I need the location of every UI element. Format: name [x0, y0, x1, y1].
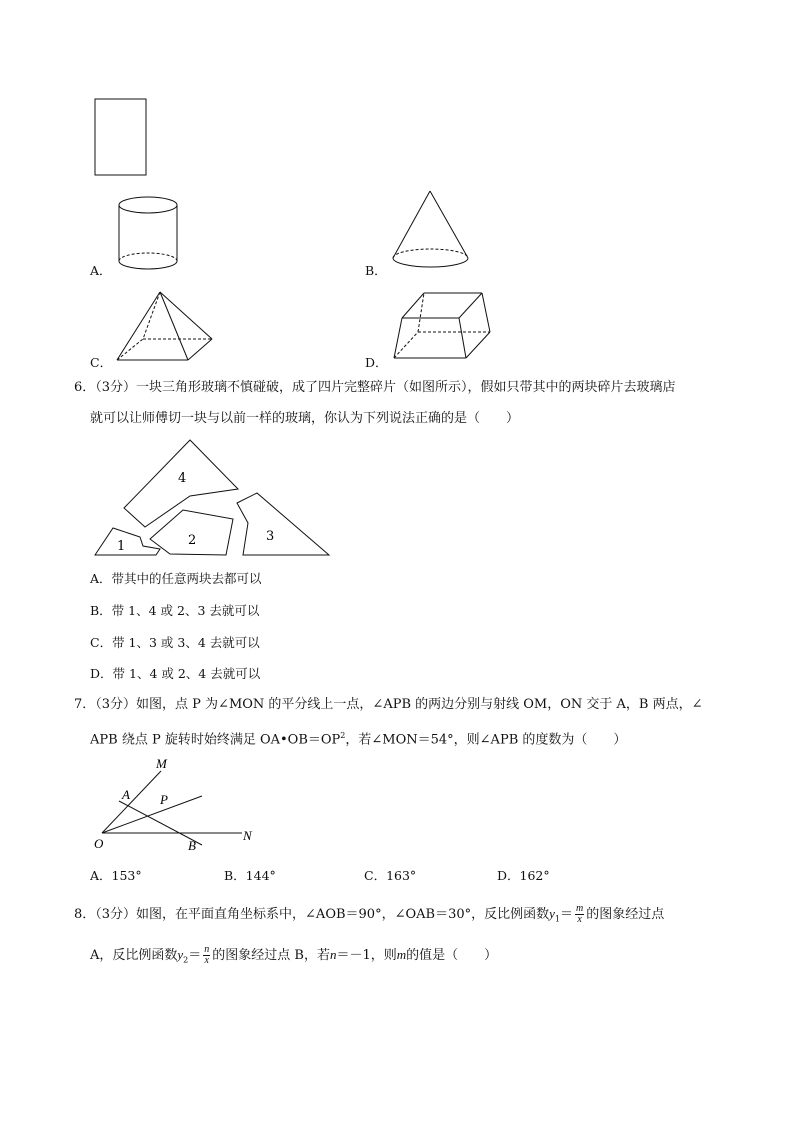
- glass-piece-3: [237, 493, 329, 555]
- glass-pieces-figure: [95, 440, 329, 555]
- q5-option-c: C．: [90, 355, 113, 370]
- q8-frac2-num: n: [204, 944, 210, 955]
- piece-label-4: 4: [178, 471, 187, 486]
- q8-frac1-num: m: [576, 903, 584, 914]
- q8-line2-d: 的值是（ ）: [406, 948, 498, 963]
- q8-y2: y: [177, 947, 184, 962]
- q8-stem-line1: [74, 904, 664, 929]
- q8-frac2-den: x: [204, 955, 209, 966]
- q8-m-var: m: [396, 947, 407, 962]
- q7-square-sup: 2: [340, 731, 346, 740]
- frustum-figure: [394, 293, 490, 358]
- cone-figure: [393, 191, 468, 267]
- q8-fraction-n-over-x: [203, 945, 210, 966]
- q8-line2-c: ＝－1，则: [336, 948, 397, 963]
- q5-option-a: A．: [90, 263, 112, 278]
- q7-line2-a: APB 绕点 P 旋转时始终满足 OA•OB＝OP: [90, 732, 341, 748]
- view-rectangle: [95, 99, 146, 175]
- q6-option-a: A．带其中的任意两块去都可以: [90, 571, 262, 586]
- cylinder-figure: [119, 197, 177, 269]
- label-A: A: [122, 787, 130, 802]
- q5-option-b: B．: [365, 263, 387, 278]
- label-O: O: [94, 836, 104, 851]
- q7-stem-line1: 7．（3分）如图，点 P 为∠MON 的平分线上一点，∠APB 的两边分别与射线 OM，ON 交于 A，B 两点，∠: [74, 697, 703, 712]
- q5-option-d: D．: [365, 355, 388, 370]
- q8-eq2: ＝: [188, 948, 202, 963]
- label-M: M: [156, 756, 167, 771]
- piece-label-1: 1: [117, 539, 126, 554]
- q8-y1: y: [549, 906, 555, 921]
- q8-line1-b: 的图象经过点: [586, 907, 665, 922]
- q7-stem-line2: [90, 727, 626, 749]
- q7-option-c: C．163°: [364, 868, 417, 883]
- q6-option-c: C．带 1、3 或 3、4 去就可以: [90, 635, 260, 650]
- label-P: P: [160, 792, 168, 807]
- label-N: N: [243, 828, 252, 843]
- piece-label-3: 3: [266, 529, 275, 544]
- q7-option-b: B．144°: [224, 868, 276, 883]
- q8-line2-a: A，反比例函数: [90, 948, 178, 963]
- q7-option-a: A．153°: [90, 868, 142, 883]
- glass-piece-1: [95, 528, 160, 555]
- q6-option-d: D．带 1、4 或 2、4 去就可以: [90, 666, 261, 681]
- piece-label-2: 2: [188, 533, 197, 548]
- q6-option-b: B．带 1、4 或 2、3 去就可以: [90, 603, 260, 618]
- q6-stem-line1: 6．（3分）一块三角形玻璃不慎碰破，成了四片完整碎片（如图所示），假如只带其中的两块碎片去玻璃店: [74, 380, 676, 395]
- q8-stem-line2: [90, 945, 497, 970]
- angle-figure: [94, 756, 253, 853]
- q8-eq1: ＝: [560, 907, 574, 922]
- label-B: B: [188, 838, 196, 853]
- q7-line2-b: ，若∠MON＝54°，则∠APB 的度数为（ ）: [345, 732, 627, 748]
- q7-option-d: D．162°: [497, 868, 550, 883]
- q8-frac1-den: x: [577, 914, 582, 925]
- q8-y2-sub: 2: [183, 955, 189, 965]
- q8-n-var: n: [329, 947, 337, 962]
- q8-fraction-m-over-x: [575, 904, 584, 925]
- q6-stem-line2: 就可以让师傅切一块与以前一样的玻璃，你认为下列说法正确的是（ ）: [90, 411, 520, 426]
- q8-line2-b: 的图象经过点 B，若: [212, 948, 330, 963]
- q8-line1-a: 8．（3分）如图，在平面直角坐标系中，∠AOB＝90°，∠OAB＝30°，反比例函数: [74, 907, 550, 922]
- pyramid-figure: [117, 292, 212, 360]
- q8-y1-sub: 1: [554, 914, 560, 924]
